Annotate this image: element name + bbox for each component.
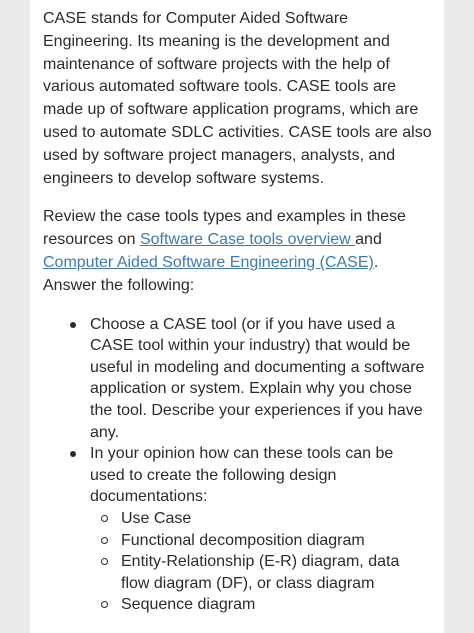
design-documentation-list <box>90 508 432 616</box>
intro-paragraph: CASE stands for Computer Aided Software Engineering. Its meaning is the development and maintenance of software projects with the help of various automated software tools. CASE tools are made up of software application programs, which are used to automate SDLC activities. CASE tools are also used by software project managers, analysts, and engineers to develop software systems. <box>43 10 432 187</box>
sub-list-item: Functional decomposition diagram <box>90 530 432 552</box>
review-paragraph <box>43 206 432 297</box>
sub-list-item: Use Case <box>90 508 432 530</box>
review-text-before: Review the case tools types and examples in these resources on <box>43 208 406 249</box>
review-text-middle: and <box>355 231 382 249</box>
question-list <box>43 314 432 616</box>
document-page <box>30 0 444 633</box>
question-text: In your opinion how can these tools can be used to create the following design documentations: <box>90 445 394 506</box>
sub-list-item: Entity-Relationship (E-R) diagram, data flow diagram (DF), or class diagram <box>90 551 432 594</box>
review-text-after: . Answer the following: <box>43 253 379 294</box>
question-text: Choose a CASE tool (or if you have used a CASE tool within your industry) that would be useful in modeling and documenting a software application or system. Explain why you chose the tool. Describe your experiences if you have any. <box>90 315 425 441</box>
question-item <box>43 314 432 444</box>
question-item <box>43 443 432 616</box>
software-case-tools-overview-link[interactable]: Software Case tools overview <box>139 231 356 249</box>
computer-aided-software-engineering-link[interactable]: Computer Aided Software Engineering (CASE) <box>43 253 374 271</box>
sub-list-item: Sequence diagram <box>90 594 432 616</box>
